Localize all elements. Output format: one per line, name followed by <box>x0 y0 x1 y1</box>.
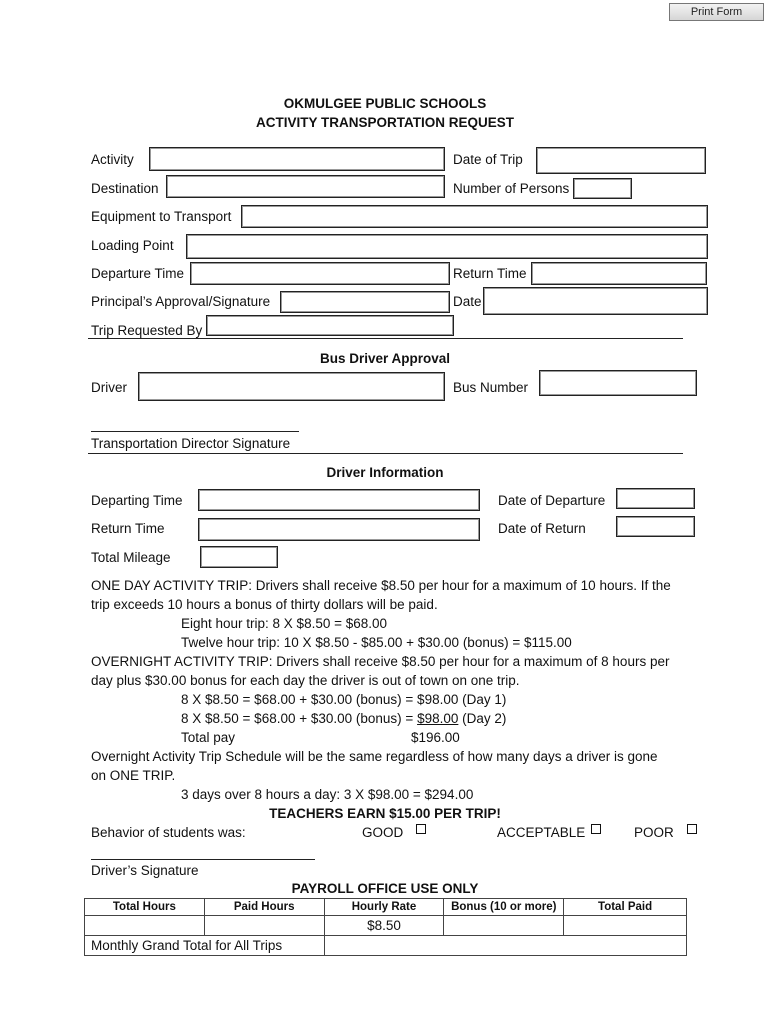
poor-checkbox[interactable] <box>687 824 697 834</box>
total-mileage-input[interactable] <box>200 546 278 568</box>
principal-approval-input[interactable] <box>280 291 450 313</box>
divider <box>88 338 683 339</box>
monthly-total-cell[interactable] <box>324 936 686 956</box>
bus-number-label: Bus Number <box>453 380 529 395</box>
driver-information-heading: Driver Information <box>326 465 444 480</box>
date-of-trip-label: Date of Trip <box>453 152 523 167</box>
drivers-signature-label: Driver’s Signature <box>91 863 199 878</box>
payroll-heading: PAYROLL OFFICE USE ONLY <box>291 881 479 896</box>
print-form-button[interactable]: Print Form <box>669 3 764 21</box>
departure-time-input[interactable] <box>190 262 450 285</box>
return-time-label-2: Return Time <box>91 521 165 536</box>
column-header: Total Hours <box>85 899 205 916</box>
departing-time-label: Departing Time <box>91 493 183 508</box>
column-header: Paid Hours <box>204 899 324 916</box>
activity-label: Activity <box>91 152 134 167</box>
bus-number-input[interactable] <box>539 370 697 396</box>
overnight-text-2: day plus $30.00 bonus for each day the driver is out of town on one trip. <box>91 673 520 688</box>
divider <box>88 453 683 454</box>
total-hours-cell[interactable] <box>85 916 205 936</box>
driver-input[interactable] <box>138 372 445 401</box>
loading-point-input[interactable] <box>186 234 708 259</box>
activity-input[interactable] <box>149 147 445 171</box>
director-signature-label: Transportation Director Signature <box>91 436 291 451</box>
return-time-input-2[interactable] <box>198 518 480 541</box>
date-of-return-input[interactable] <box>616 516 695 537</box>
column-header: Bonus (10 or more) <box>444 899 564 916</box>
total-pay-label: Total pay <box>181 730 236 745</box>
school-name: OKMULGEE PUBLIC SCHOOLS <box>283 96 487 111</box>
number-of-persons-input[interactable] <box>573 178 632 199</box>
overnight-text-1: OVERNIGHT ACTIVITY TRIP: Drivers shall receive $8.50 per hour for a maximum of 8 hours per <box>91 654 670 669</box>
hourly-rate-cell: $8.50 <box>324 916 444 936</box>
date-of-departure-input[interactable] <box>616 488 695 509</box>
date-of-departure-label: Date of Departure <box>498 493 606 508</box>
date-input[interactable] <box>483 287 708 315</box>
monthly-total-label: Monthly Grand Total for All Trips <box>85 936 325 956</box>
departure-time-label: Departure Time <box>91 266 185 281</box>
day2-amount: $98.00 <box>417 711 459 726</box>
total-paid-cell[interactable] <box>564 916 687 936</box>
date-of-return-label: Date of Return <box>498 521 586 536</box>
behavior-label: Behavior of students was: <box>91 825 246 840</box>
return-time-input[interactable] <box>531 262 707 285</box>
bonus-cell[interactable] <box>444 916 564 936</box>
total-mileage-label: Total Mileage <box>91 550 171 565</box>
day1-text: 8 X $8.50 = $68.00 + $30.00 (bonus) = $98.00 (Day 1) <box>181 692 507 707</box>
poor-label: POOR <box>634 825 674 840</box>
acceptable-checkbox[interactable] <box>591 824 601 834</box>
table-row <box>85 916 687 936</box>
schedule-text-2: on ONE TRIP. <box>91 768 176 783</box>
return-time-label: Return Time <box>453 266 527 281</box>
departing-time-input[interactable] <box>198 489 480 511</box>
column-header: Total Paid <box>564 899 687 916</box>
twelve-hour-text: Twelve hour trip: 10 X $8.50 - $85.00 + $30.00 (bonus) = $115.00 <box>181 635 572 650</box>
number-of-persons-label: Number of Persons <box>453 181 570 196</box>
bus-driver-approval-heading: Bus Driver Approval <box>319 351 451 366</box>
loading-point-label: Loading Point <box>91 238 174 253</box>
one-day-text-1: ONE DAY ACTIVITY TRIP: Drivers shall receive $8.50 per hour for a maximum of 10 hours. If the <box>91 578 671 593</box>
date-of-trip-input[interactable] <box>536 147 706 174</box>
drivers-signature-line[interactable] <box>91 859 315 860</box>
schedule-text-1: Overnight Activity Trip Schedule will be the same regardless of how many days a driver is gone <box>91 749 658 764</box>
driver-label: Driver <box>91 380 127 395</box>
one-day-text-2: trip exceeds 10 hours a bonus of thirty dollars will be paid. <box>91 597 438 612</box>
column-header: Hourly Rate <box>324 899 444 916</box>
date-label: Date <box>453 294 482 309</box>
teachers-text: TEACHERS EARN $15.00 PER TRIP! <box>269 806 501 821</box>
equipment-input[interactable] <box>241 205 708 228</box>
table-row <box>85 936 687 956</box>
total-pay-value: $196.00 <box>411 730 460 745</box>
eight-hour-text: Eight hour trip: 8 X $8.50 = $68.00 <box>181 616 388 631</box>
trip-requested-by-label: Trip Requested By <box>91 323 203 338</box>
acceptable-label: ACCEPTABLE <box>497 825 586 840</box>
destination-input[interactable] <box>166 175 445 198</box>
good-label: GOOD <box>362 825 404 840</box>
payroll-table <box>84 898 687 956</box>
principal-approval-label: Principal’s Approval/Signature <box>91 294 271 309</box>
three-days-text: 3 days over 8 hours a day: 3 X $98.00 = $294.00 <box>181 787 474 802</box>
day2-text-pre: 8 X $8.50 = $68.00 + $30.00 (bonus) = <box>181 711 418 726</box>
good-checkbox[interactable] <box>416 824 426 834</box>
trip-requested-by-input[interactable] <box>206 315 454 336</box>
form-title: ACTIVITY TRANSPORTATION REQUEST <box>255 115 514 130</box>
table-header-row <box>85 899 687 916</box>
director-signature-line[interactable] <box>91 431 299 432</box>
paid-hours-cell[interactable] <box>204 916 324 936</box>
day2-text <box>181 709 506 728</box>
destination-label: Destination <box>91 181 159 196</box>
day2-text-post: (Day 2) <box>458 711 507 726</box>
equipment-label: Equipment to Transport <box>91 209 232 224</box>
